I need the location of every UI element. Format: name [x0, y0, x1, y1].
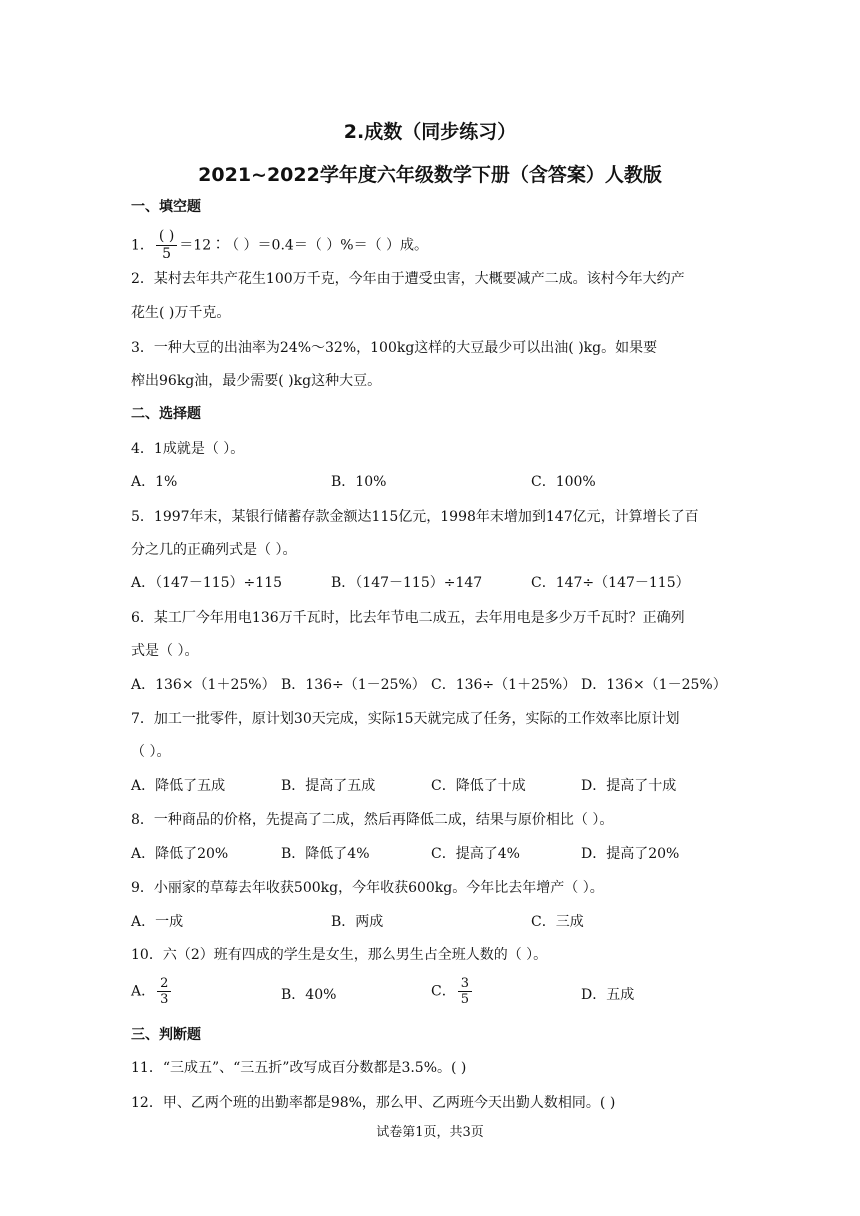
- option-b: B．40%: [281, 987, 337, 1003]
- option-b: B．两成: [331, 914, 384, 930]
- page-footer: 试卷第1页，共3页: [376, 1125, 484, 1140]
- fraction-denominator: 5: [162, 246, 172, 262]
- question-6-line-1: 6．某工厂今年用电136万千瓦时，比去年节电二成五，去年用电是多少万千瓦时？正确列: [131, 610, 685, 626]
- option-b: B．提高了五成: [281, 778, 376, 794]
- question-1-fraction: [156, 228, 177, 263]
- option-c: [431, 976, 474, 1007]
- option-b: B．136÷（1－25%）: [281, 677, 426, 693]
- question-1-number: 1．: [131, 237, 154, 254]
- question-10-stem: 10．六（2）班有四成的学生是女生，那么男生占全班人数的（ ）。: [131, 947, 548, 963]
- question-3-line-2: 榨出96kg油，最少需要( )kg这种大豆。: [131, 373, 382, 389]
- option-c: C．降低了十成: [431, 778, 526, 794]
- fraction-numerator: 3: [458, 976, 472, 992]
- option-c-label: C．: [431, 983, 456, 1000]
- option-a: A．降低了20%: [131, 846, 229, 862]
- question-12: 12．甲、乙两个班的出勤率都是98%，那么甲、乙两班今天出勤人数相同。( ): [131, 1095, 616, 1111]
- question-3-line-1: 3．一种大豆的出油率为24%～32%，100kg这样的大豆最少可以出油( )kg。如果要: [131, 340, 658, 356]
- option-a: A．降低了五成: [131, 778, 226, 794]
- option-c: C．提高了4%: [431, 846, 520, 862]
- fraction-numerator: ( ): [156, 228, 177, 246]
- question-9-stem: 9．小丽家的草莓去年收获500kg，今年收获600kg。今年比去年增产（ ）。: [131, 880, 604, 896]
- option-a: A．一成: [131, 914, 184, 930]
- option-c: C．三成: [531, 914, 584, 930]
- option-a: [131, 976, 173, 1007]
- question-11: 11．“三成五”、“三五折”改写成百分数都是3.5%。( ): [131, 1060, 467, 1076]
- section-heading-judgment: 三、判断题: [131, 1027, 201, 1043]
- question-2-line-2: 花生( )万千克。: [131, 305, 231, 321]
- question-2-line-1: 2．某村去年共产花生100万千克，今年由于遭受虫害，大概要减产二成。该村今年大约产: [131, 271, 685, 287]
- option-a: A．136×（1＋25%）: [131, 677, 276, 693]
- question-5-line-1: 5．1997年末，某银行储蓄存款金额达115亿元，1998年末增加到147亿元，计算增长了百: [131, 509, 699, 525]
- question-6-line-2: 式是（ ）。: [131, 643, 199, 659]
- option-c: C．100%: [531, 474, 596, 490]
- option-d: D．五成: [581, 987, 635, 1003]
- option-c: C．147÷（147－115）: [531, 575, 690, 591]
- page-subtitle: 2021~2022学年度六年级数学下册（含答案）人教版: [198, 164, 662, 186]
- option-b: B．（147－115）÷147: [331, 575, 483, 591]
- option-a: A．1%: [131, 474, 178, 490]
- option-b: B．降低了4%: [281, 846, 370, 862]
- option-c: C．136÷（1＋25%）: [431, 677, 577, 693]
- question-8-stem: 8．一种商品的价格，先提高了二成，然后再降低二成，结果与原价相比（ ）。: [131, 812, 614, 828]
- question-1: [131, 228, 731, 263]
- question-7-line-1: 7．加工一批零件，原计划30天完成，实际15天就完成了任务，实际的工作效率比原计划: [131, 711, 680, 727]
- option-d: D．提高了十成: [581, 778, 677, 794]
- question-1-text: ＝12∶（ ）＝0.4＝（ ）%＝（ ）成。: [179, 237, 429, 254]
- option-a-fraction: [157, 976, 171, 1007]
- fraction-numerator: 2: [157, 976, 171, 992]
- page-title: 2.成数（同步练习）: [343, 121, 517, 143]
- option-c-fraction: [458, 976, 472, 1007]
- option-d: D．提高了20%: [581, 846, 680, 862]
- fraction-denominator: 5: [460, 992, 469, 1007]
- option-d: D．136×（1－25%）: [581, 677, 727, 693]
- section-heading-choice: 二、选择题: [131, 406, 201, 422]
- question-7-line-2: （ ）。: [131, 744, 171, 760]
- question-4-stem: 4．1成就是（ ）。: [131, 441, 245, 457]
- question-5-line-2: 分之几的正确列式是（ ）。: [131, 542, 297, 558]
- section-heading-fill-in: 一、填空题: [131, 199, 201, 215]
- option-a: A．（147－115）÷115: [131, 575, 283, 591]
- fraction-denominator: 3: [160, 992, 169, 1007]
- option-b: B．10%: [331, 474, 387, 490]
- option-a-label: A．: [131, 983, 156, 1000]
